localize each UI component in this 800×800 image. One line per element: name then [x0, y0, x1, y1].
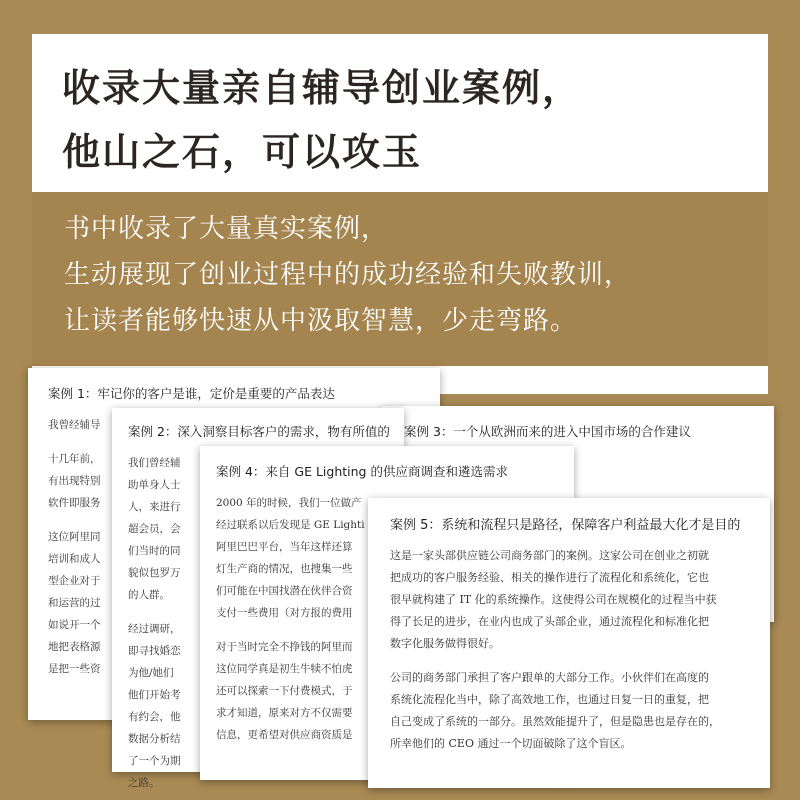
- summary-line-1: 书中收录了大量真实案例，: [64, 214, 389, 244]
- case-text-line: 人，来进行: [128, 501, 181, 513]
- case-text-line: 信息，更希望对供应商资质是: [216, 729, 353, 741]
- case-text-line: 数据分析结: [128, 733, 181, 745]
- case-text-line: 为他/她们: [128, 667, 174, 679]
- case-text-line: 对于当时完全不挣钱的阿里而: [216, 641, 353, 653]
- case-text-line: 这位同学真是初生牛犊不怕虎: [216, 663, 353, 675]
- case-text-line: 即寻找婚恋: [128, 645, 181, 657]
- case-text-line: 2000 年的时候，我们一位做产: [216, 497, 362, 509]
- spacer: [390, 655, 770, 667]
- case-text-line: 系统化流程化当中，除了高效地工作，也通过日复一日的重复，把: [390, 693, 709, 706]
- case-text-line: 还可以探索一下付费模式，于: [216, 685, 353, 697]
- case-text-line: 这是一家头部供应链公司商务部门的案例。这家公司在创业之初就: [390, 549, 709, 562]
- spacer: [390, 533, 770, 545]
- case-text-line: 貌似包罗万: [128, 567, 181, 579]
- case-text-line: 和运营的过: [48, 597, 101, 609]
- case-text-line: 他们开始考: [128, 689, 181, 701]
- case-text-line: 有出现特别: [48, 475, 101, 487]
- case-text-line: 这位阿里同: [48, 531, 101, 543]
- case-text-line: 支付一些费用（对方报的费用: [216, 607, 353, 619]
- case-text-line: 们可能在中国找潜在伙伴合资: [216, 585, 353, 597]
- headline: [62, 56, 752, 184]
- case-text-line: 助单身人士: [128, 479, 181, 491]
- case-text-line: 灯生产商的情况，也搜集一些: [216, 563, 353, 575]
- case-text-line: 很早就构建了 IT 化的系统操作。这使得公司在规模化的过程当中获: [390, 593, 717, 606]
- case-text-line: 培训和成人: [48, 553, 101, 565]
- case-text-line: 是把一些资: [48, 663, 101, 675]
- case-text-line: 我们曾经辅: [128, 457, 181, 469]
- case-text-line: 经过联系以后发现是 GE Lighti: [216, 519, 365, 531]
- case-text-line: 所幸他们的 CEO 通过一个切面破除了这个盲区。: [390, 737, 632, 750]
- case-text-line: 阿里巴巴平台，当年这样还算: [216, 541, 353, 553]
- case-text-line: 把成功的客户服务经验、相关的操作进行了流程化和系统化，它也: [390, 571, 709, 584]
- case-title: 案例 1：牢记你的客户是谁，定价是重要的产品表达: [48, 386, 335, 401]
- case-text-line: 们当时的同: [128, 545, 181, 557]
- case-title: 案例 5：系统和流程只是路径，保障客户利益最大化才是目的: [390, 518, 741, 533]
- case-text-line: 经过调研，: [128, 623, 181, 635]
- case-text-line: 地把表格源: [48, 641, 101, 653]
- case-text-line: 超会员，会: [128, 523, 181, 535]
- summary-line-2: 生动展现了创业过程中的成功经验和失败教训，: [64, 260, 632, 290]
- case-title: 案例 2：深入洞察目标客户的需求，物有所值的: [128, 424, 390, 439]
- case-title: 案例 4：来自 GE Lighting 的供应商调查和遴选需求: [216, 464, 508, 479]
- case-title: 案例 3：一个从欧洲而来的进入中国市场的合作建议: [404, 424, 691, 439]
- summary-text: [64, 206, 764, 344]
- case-text-line: 了一个为期: [128, 755, 181, 767]
- case-text-line: 十几年前，: [48, 453, 101, 465]
- case-text-line: 自己变成了系统的一部分。虽然效能提升了，但是隐患也是存在的，: [390, 715, 720, 728]
- case-text-line: 我曾经辅导: [48, 419, 101, 431]
- case-text-line: 如说开一个: [48, 619, 101, 631]
- case-text-line: 软件即服务: [48, 497, 101, 509]
- case-text-line: 公司的商务部门承担了客户跟单的大部分工作。小伙伴们在高度的: [390, 671, 709, 684]
- headline-line-2: 他山之石，可以攻玉: [62, 130, 423, 174]
- case-text-line: 的人群。: [128, 589, 170, 601]
- case-text-line: 得了长足的进步，在业内也成了头部企业，通过流程化和标准化把: [390, 615, 709, 628]
- case-text-line: 有约会，他: [128, 711, 181, 723]
- case-text-line: 数字化服务做得很好。: [390, 637, 500, 650]
- case-text-line: 型企业对于: [48, 575, 101, 587]
- case-text-line: 求才知道，原来对方不仅需要: [216, 707, 353, 719]
- case-card-5: [368, 498, 770, 788]
- summary-line-3: 让读者能够快速从中汲取智慧，少走弯路。: [64, 306, 578, 336]
- headline-line-1: 收录大量亲自辅导创业案例，: [62, 66, 583, 110]
- spacer: [216, 480, 574, 492]
- case-text-line: 之路。: [128, 777, 160, 789]
